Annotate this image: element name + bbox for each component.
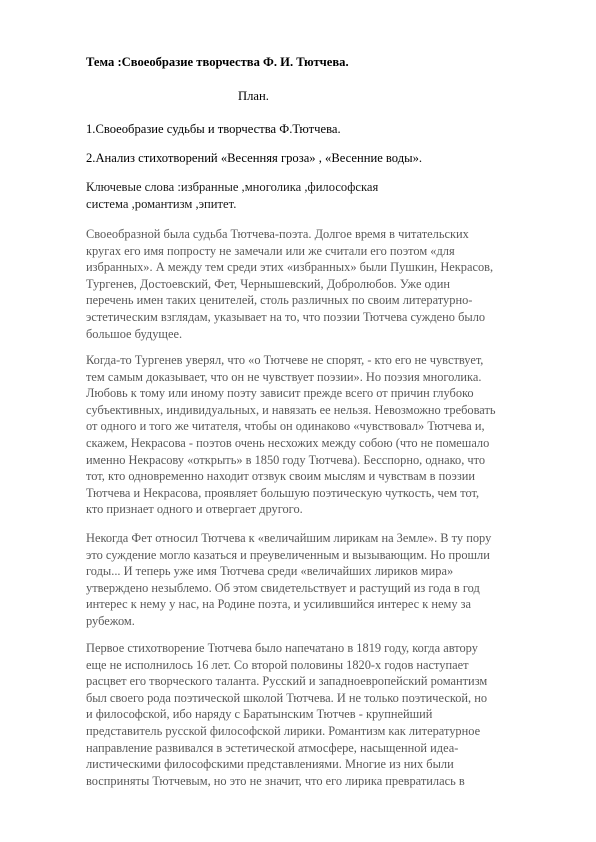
paragraph-line: перечень имен таких ценителей, столь различных по своим литературно-: [86, 293, 473, 308]
paragraph-line: субъективных, индивидуальных, и навязать ее нельзя. Невозможно требовать: [86, 402, 496, 417]
plan-item-2: 2.Анализ стихотворений «Весенняя гроза» , «Весенние воды».: [86, 151, 423, 165]
paragraph-2: [86, 352, 496, 518]
paragraph-3: [86, 530, 491, 630]
paragraph-line: тот, кто одновременно находит отзвук своим мыслям и чувствам в поэзии: [86, 469, 476, 484]
paragraph-line: эстетическим взглядам, указывает на то, что поэзии Тютчева суждено было: [86, 309, 486, 324]
paragraph-line: представитель русской философской лирики. Романтизм как литературное: [86, 723, 481, 738]
paragraph-line: листическими философскими представлениями. Многие из них были: [86, 757, 454, 772]
paragraph-line: восприняты Тютчевым, но это не значит, что его лирика превратилась в: [86, 773, 465, 788]
paragraph-line: Любовь к тому или иному поэту зависит прежде всего от причин глубоко: [86, 386, 474, 401]
paragraph-line: избранных». А между тем среди этих «избранных» были Пушкин, Некрасов,: [86, 260, 494, 275]
keywords-line: система ,романтизм ,эпитет.: [86, 197, 237, 211]
document-title: Тема :Своеобразие творчества Ф. И. Тютчева.: [86, 55, 349, 69]
paragraph-line: Своеобразной была судьба Тютчева-поэта. Долгое время в читательских: [86, 227, 469, 241]
paragraph-line: рубежом.: [86, 613, 135, 628]
paragraph-line: Первое стихотворение Тютчева было напечатано в 1819 году, когда автору: [86, 641, 478, 655]
plan-heading: План.: [238, 89, 269, 103]
keywords-block: [86, 179, 378, 213]
paragraph-line: направление развивался в эстетической атмосфере, насыщенной идеа-: [86, 740, 459, 755]
paragraph-line: утверждено незыблемо. Об этом свидетельствует и растущий из года в год: [86, 580, 480, 595]
paragraph-line: интерес к нему у нас, на Родине поэта, и усилившийся интерес к нему за: [86, 597, 472, 612]
paragraph-line: кто признает одного и отвергает другого.: [86, 502, 303, 517]
paragraph-line: был своего рода поэтической школой Тютчева. И не только поэтической, но: [86, 690, 488, 705]
paragraph-4: [86, 640, 487, 789]
keywords-line: Ключевые слова :избранные ,многолика ,философская: [86, 180, 379, 194]
paragraph-line: Тургенев, Достоевский, Фет, Чернышевский, Добролюбов. Уже один: [86, 276, 450, 291]
paragraph-line: от одного и того же читателя, чтобы он одинаково «чувствовал» Тютчева и,: [86, 419, 485, 434]
paragraph-1: [86, 226, 493, 342]
paragraph-line: кругах его имя попросту не замечали или же считали его поэтом «для: [86, 243, 455, 258]
paragraph-line: Некогда Фет относил Тютчева к «величайшим лирикам на Земле». В ту пору: [86, 531, 492, 545]
paragraph-line: скажем, Некрасова - поэтов очень несхожих между собою (что не помешало: [86, 435, 490, 450]
paragraph-line: и философской, ибо наряду с Баратынским Тютчев - крупнейший: [86, 707, 433, 722]
plan-item-1: 1.Своеобразие судьбы и творчества Ф.Тютчева.: [86, 122, 341, 136]
paragraph-line: еще не исполнилось 16 лет. Со второй половины 1820-х годов наступает: [86, 657, 469, 672]
paragraph-line: большое будущее.: [86, 326, 183, 341]
paragraph-line: годы... И теперь уже имя Тютчева среди «величайших лириков мира»: [86, 564, 454, 579]
paragraph-line: расцвет его творческого таланта. Русский и западноевропейский романтизм: [86, 674, 488, 689]
paragraph-line: именно Некрасову «открыть» в 1850 году Тютчева). Бесспорно, однако, что: [86, 452, 486, 467]
paragraph-line: тем самым доказывает, что он не чувствует поэзии». Но поэзия многолика.: [86, 369, 482, 384]
paragraph-line: это суждение могло казаться и преувеличенным и вызывающим. Но прошли: [86, 547, 490, 562]
paragraph-line: Когда-то Тургенев уверял, что «о Тютчеве не спорят, - кто его не чувствует,: [86, 353, 484, 367]
paragraph-line: Тютчева и Некрасова, проявляет большую поэтическую чуткость, чем тот,: [86, 485, 480, 500]
